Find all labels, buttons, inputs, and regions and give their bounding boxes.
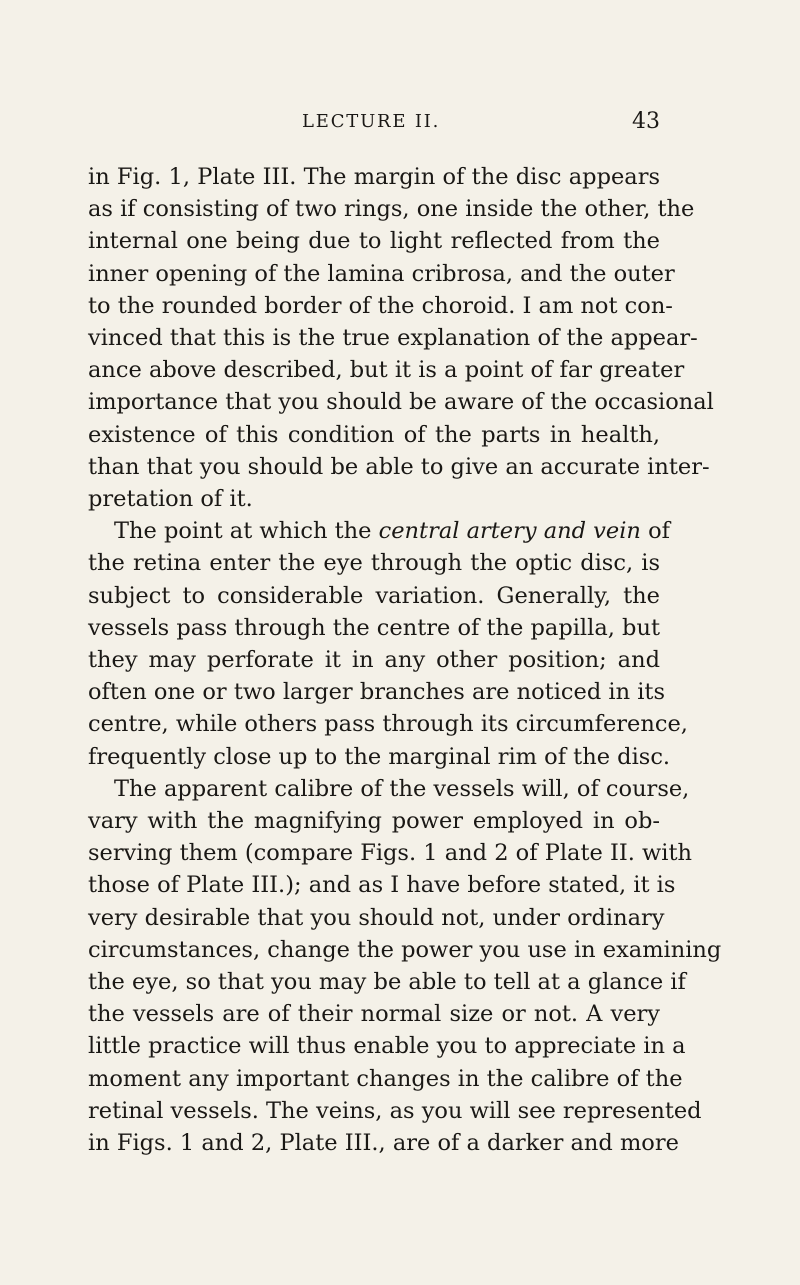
text-line: ance above described, but it is a point of far greater bbox=[88, 357, 685, 384]
text-line: the retina enter the eye through the optic disc, is bbox=[88, 550, 660, 577]
text-line: The apparent calibre of the vessels will, of course, bbox=[114, 775, 690, 802]
text-line: vary with the magnifying power employed in ob- bbox=[88, 808, 660, 835]
text-line: vessels pass through the centre of the papilla, but bbox=[88, 614, 660, 641]
text-line: in Fig. 1, Plate III. The margin of the disc appears bbox=[88, 164, 660, 190]
text-line: the eye, so that you may be able to tell at a glance if bbox=[88, 969, 686, 996]
text-line: vinced that this is the true explanation of the appear- bbox=[88, 325, 698, 352]
running-head bbox=[88, 111, 660, 143]
text-segment: The point at which the bbox=[114, 518, 379, 545]
body-text bbox=[88, 161, 722, 1159]
text-line: serving them (compare Figs. 1 and 2 of Plate II. with bbox=[88, 840, 693, 867]
text-line: inner opening of the lamina cribrosa, and the outer bbox=[88, 260, 675, 287]
text-line: frequently close up to the marginal rim of the disc. bbox=[88, 743, 671, 770]
page-number: 43 bbox=[632, 109, 660, 134]
text-line: retinal vessels. The veins, as you will see represented bbox=[88, 1097, 702, 1124]
text-line: those of Plate III.); and as I have before stated, it is bbox=[88, 872, 676, 899]
text-line: the vessels are of their normal size or not. A very bbox=[88, 1001, 660, 1028]
text-line: they may perforate it in any other position; and bbox=[88, 647, 660, 674]
text-segment: of bbox=[648, 518, 670, 545]
text-line: pretation of it. bbox=[88, 486, 253, 513]
text-line: than that you should be able to give an accurate inter- bbox=[88, 453, 710, 480]
italic-phrase: central artery and vein bbox=[378, 518, 641, 545]
text-line-with-italic bbox=[88, 515, 670, 547]
text-line: often one or two larger branches are noticed in its bbox=[88, 679, 666, 706]
text-line: very desirable that you should not, under ordinary bbox=[88, 904, 665, 931]
text-line: importance that you should be aware of the occasional bbox=[88, 389, 714, 416]
text-line: existence of this condition of the parts in health, bbox=[88, 421, 660, 448]
text-line: as if consisting of two rings, one inside the other, the bbox=[88, 196, 695, 223]
text-line: little practice will thus enable you to appreciate in a bbox=[88, 1033, 686, 1060]
text-line: circumstances, change the power you use in examining bbox=[88, 936, 722, 963]
text-line: subject to considerable variation. Generally, the bbox=[88, 582, 660, 609]
text-line: moment any important changes in the calibre of the bbox=[88, 1065, 683, 1092]
text-line: centre, while others pass through its circumference, bbox=[88, 711, 688, 738]
text-line: to the rounded border of the choroid. I am not con- bbox=[88, 292, 673, 319]
text-line: internal one being due to light reflected from the bbox=[88, 228, 660, 255]
text-line: in Figs. 1 and 2, Plate III., are of a darker and more bbox=[88, 1130, 679, 1157]
chapter-title: LECTURE II. bbox=[302, 111, 441, 132]
